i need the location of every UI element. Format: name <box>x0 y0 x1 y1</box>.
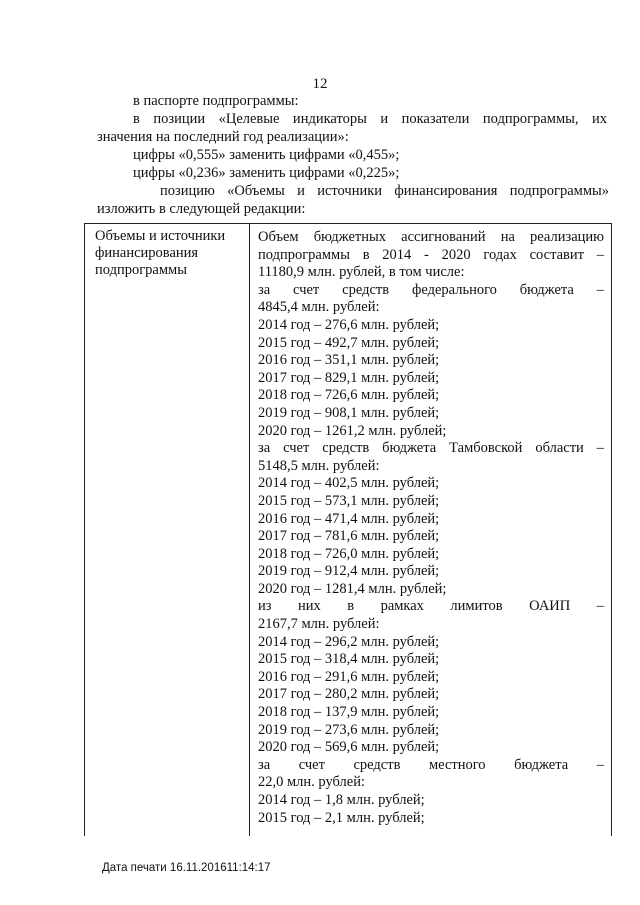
table-right-line: 2167,7 млн. рублей: <box>258 616 380 633</box>
table-right-line: 11180,9 млн. рублей, в том числе: <box>258 264 465 281</box>
table-left-line: Объемы и источники <box>95 228 226 244</box>
table-right-line: 2020 год – 1281,4 млн. рублей; <box>258 580 447 597</box>
table-right-line: 2017 год – 829,1 млн. рублей; <box>258 369 440 386</box>
table-left-line: подпрограммы <box>95 262 187 278</box>
intro-line: значения на последний год реализации»: <box>97 129 349 145</box>
table-right-line: 2016 год – 471,4 млн. рублей; <box>258 510 440 527</box>
table-right-line: 2018 год – 137,9 млн. рублей; <box>258 704 440 721</box>
table-right-line: 2017 год – 280,2 млн. рублей; <box>258 686 440 703</box>
table-right-line: 2015 год – 2,1 млн. рублей; <box>258 809 425 826</box>
table-right-line: 2014 год – 1,8 млн. рублей; <box>258 792 425 808</box>
table-right-line: 2016 год – 351,1 млн. рублей; <box>258 352 440 369</box>
intro-line: в паспорте подпрограммы: <box>133 93 299 109</box>
table-right-line: 2014 год – 296,2 млн. рублей; <box>258 633 440 650</box>
intro-line: цифры «0,236» заменить цифрами «0,225»; <box>133 165 400 181</box>
table-right-line: 2015 год – 492,7 млн. рублей; <box>258 334 440 351</box>
table-right-line: 2015 год – 573,1 млн. рублей; <box>258 492 440 509</box>
table-right-line: подпрограммы в 2014 - 2020 годах составит – <box>258 246 604 263</box>
table-right-cell <box>258 229 604 827</box>
table-right-line: 2017 год – 781,6 млн. рублей; <box>258 528 440 545</box>
table-right-line: 2019 год – 273,6 млн. рублей; <box>258 721 440 738</box>
financing-table <box>84 223 612 836</box>
table-right-line: из них в рамках лимитов ОАИП – <box>258 598 604 615</box>
table-left-line: финансирования <box>95 245 199 261</box>
table-right-line: 2014 год – 276,6 млн. рублей; <box>258 316 440 333</box>
table-right-line: 2018 год – 726,0 млн. рублей; <box>258 545 440 562</box>
table-divider <box>249 224 250 836</box>
table-right-line: за счет средств федерального бюджета – <box>258 281 604 298</box>
table-right-line: 4845,4 млн. рублей: <box>258 299 380 316</box>
table-right-line: 5148,5 млн. рублей: <box>258 457 380 474</box>
intro-line: в позиции «Целевые индикаторы и показатели подпрограммы, их <box>133 111 607 127</box>
table-right-line: за счет средств бюджета Тамбовской области – <box>258 440 604 457</box>
print-date: Дата печати 16.11.201611:14:17 <box>102 862 271 874</box>
table-right-line: 2020 год – 1261,2 млн. рублей; <box>258 422 447 439</box>
table-right-line: 2018 год – 726,6 млн. рублей; <box>258 387 440 404</box>
intro-line: изложить в следующей редакции: <box>97 201 306 217</box>
table-left-cell <box>95 228 245 279</box>
table-right-line: Объем бюджетных ассигнований на реализацию <box>258 229 604 245</box>
intro-line: позицию «Объемы и источники финансирования подпрограммы» <box>160 183 609 199</box>
table-right-line: 2014 год – 402,5 млн. рублей; <box>258 475 440 492</box>
table-right-line: 2020 год – 569,6 млн. рублей; <box>258 739 440 756</box>
table-right-line: 2019 год – 912,4 млн. рублей; <box>258 563 440 580</box>
table-right-line: за счет средств местного бюджета – <box>258 756 604 773</box>
table-right-line: 22,0 млн. рублей: <box>258 774 366 791</box>
table-right-line: 2015 год – 318,4 млн. рублей; <box>258 651 440 668</box>
intro-line: цифры «0,555» заменить цифрами «0,455»; <box>133 147 400 163</box>
table-right-line: 2019 год – 908,1 млн. рублей; <box>258 404 440 421</box>
table-right-line: 2016 год – 291,6 млн. рублей; <box>258 668 440 685</box>
page-number: 12 <box>312 76 328 92</box>
